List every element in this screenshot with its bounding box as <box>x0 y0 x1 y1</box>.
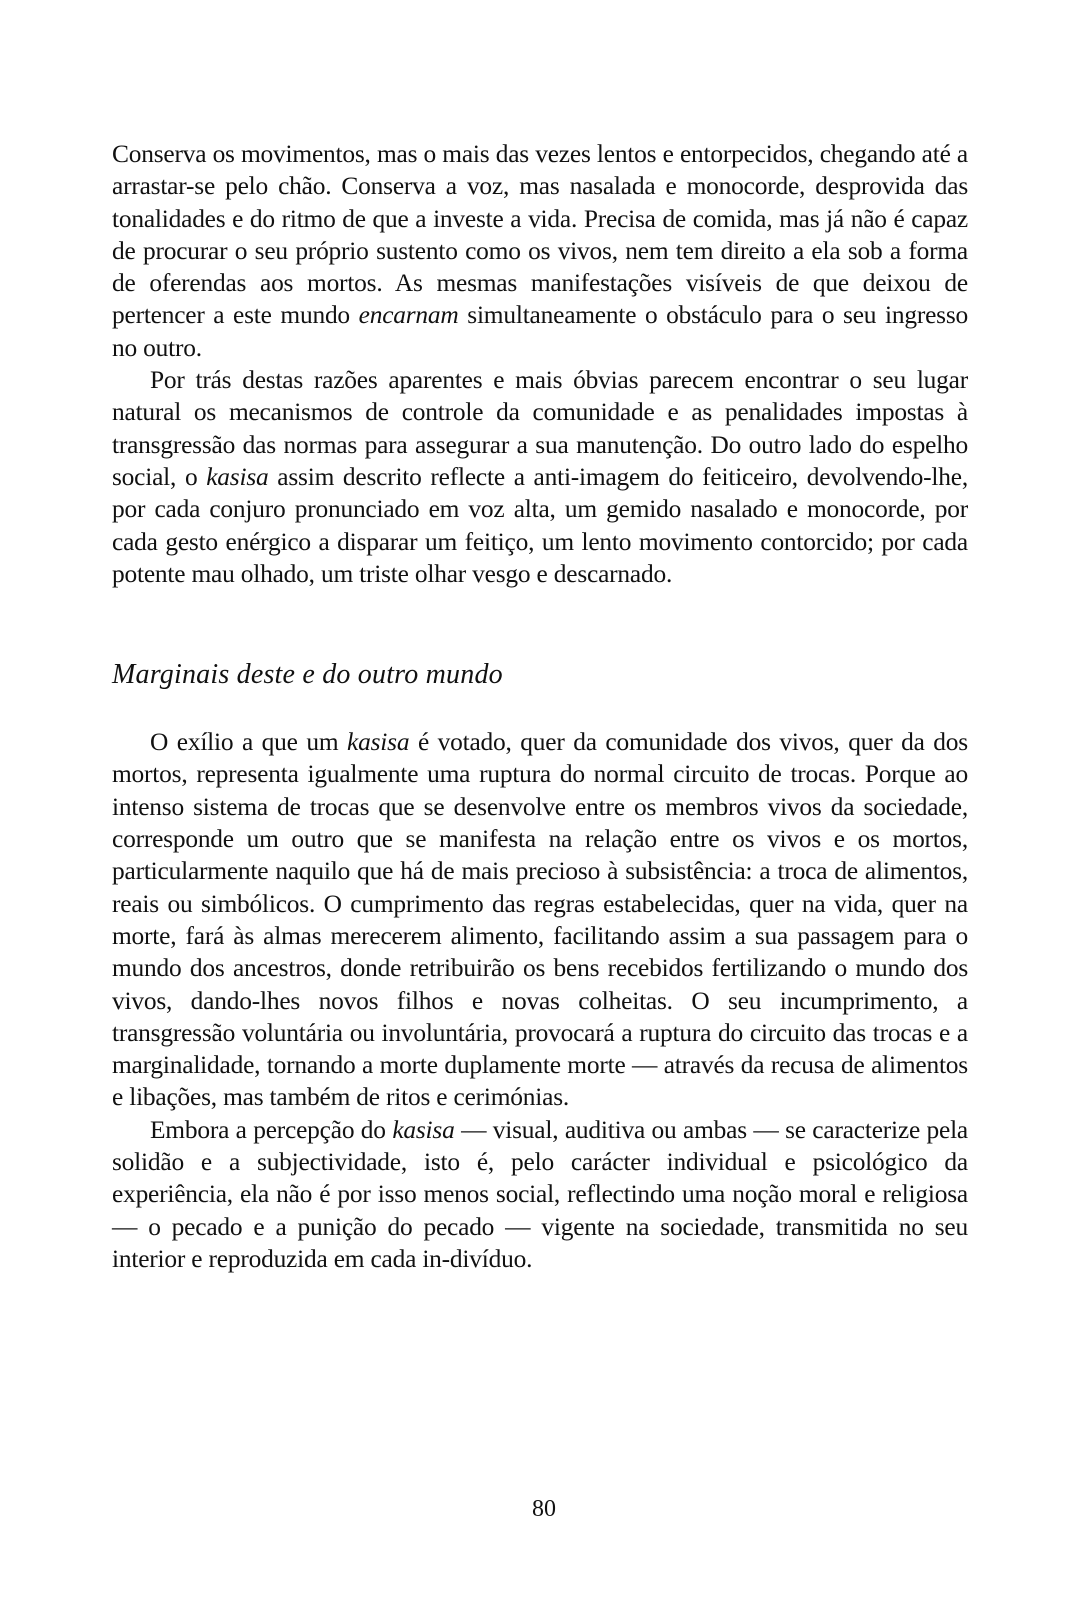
section-heading: Marginais deste e do outro mundo <box>112 659 503 691</box>
paragraph-text: Embora a percepção do <box>150 1115 386 1144</box>
emphasis-kasisa: kasisa <box>206 462 269 491</box>
emphasis-kasisa: kasisa <box>392 1115 455 1144</box>
paragraph-por-tras <box>112 364 968 590</box>
paragraph-conserva <box>112 138 968 364</box>
paragraph-text: simultaneamente o obstáculo para o seu ingresso no outro. <box>112 301 969 362</box>
paragraph-text: Conserva os movimentos, mas o mais das vezes lentos e entorpecidos, chegando até a arrastar-se pelo chão. Conserva a voz, mas nasalada e monocorde, desprovida das tonalidades e do ritmo de que a investe a vida. Precisa de comida, mas já não é capaz de procurar o seu próprio sustento como os vivos, nem tem direito a ela sob a forma de oferendas aos mortos. As mesmas manifestações visíveis de que deixou de pertencer a este mundo <box>112 140 968 330</box>
paragraph-text: — visual, auditiva ou ambas — se caracterize pela solidão e a subjectividade, isto é, pelo carácter individual e psicológico da experiência, ela não é por isso menos social, reflectindo uma noção moral e religiosa — o pecado e a punição do pecado — vigente na sociedade, transmitida no seu interior e reproduzida em cada in-divíduo. <box>112 1115 968 1273</box>
paragraph-text: é votado, quer da comunidade dos vivos, quer da dos mortos, representa igualmente uma ruptura do normal circuito de trocas. Porque ao intenso sistema de trocas que se desenvolve entre os membros vivos da sociedade, corresponde um outro que se manifesta na relação entre os vivos e os mortos, particularmente naquilo que há de mais precioso à subsistência: a troca de alimentos, reais ou simbólicos. O cumprimento das regras estabelecidas, quer na vida, quer na morte, fará às almas merecerem alimento, facilitando assim a sua passagem para o mundo dos ancestros, donde retribuirão os bens recebidos fertilizando o mundo dos vivos, dando-lhes novos filhos e novas colheitas. O seu incumprimento, a transgressão voluntária ou involuntária, provocará a ruptura do circuito das trocas e a marginalidade, tornando a morte duplamente morte — através da recusa de alimentos e libações, mas também de ritos e cerimónias. <box>112 728 968 1112</box>
page-number: 80 <box>532 1496 556 1522</box>
page-body <box>112 138 968 1275</box>
paragraph-text: O exílio a que um <box>150 728 339 757</box>
paragraph-text: Por trás destas razões aparentes e mais óbvias parecem encontrar o seu lugar natural os mecanismos de controle da comunidade e as penalidades impostas à transgressão das normas para assegurar a sua manutenção. Do outro lado do espelho social, o <box>112 366 968 491</box>
emphasis-encarnam: encarnam <box>358 301 459 330</box>
emphasis-kasisa: kasisa <box>347 728 410 757</box>
paragraph-embora <box>112 1114 968 1275</box>
paragraph-exilio <box>112 726 968 1114</box>
paragraph-text: assim descrito reflecte a anti-imagem do feiticeiro, devolvendo-lhe, por cada conjuro pronunciado em voz alta, um gemido nasalado e monocorde, por cada gesto enérgico a disparar um feitiço, um lento movimento contorcido; por cada potente mau olhado, um triste olhar vesgo e descarnado. <box>112 462 968 588</box>
